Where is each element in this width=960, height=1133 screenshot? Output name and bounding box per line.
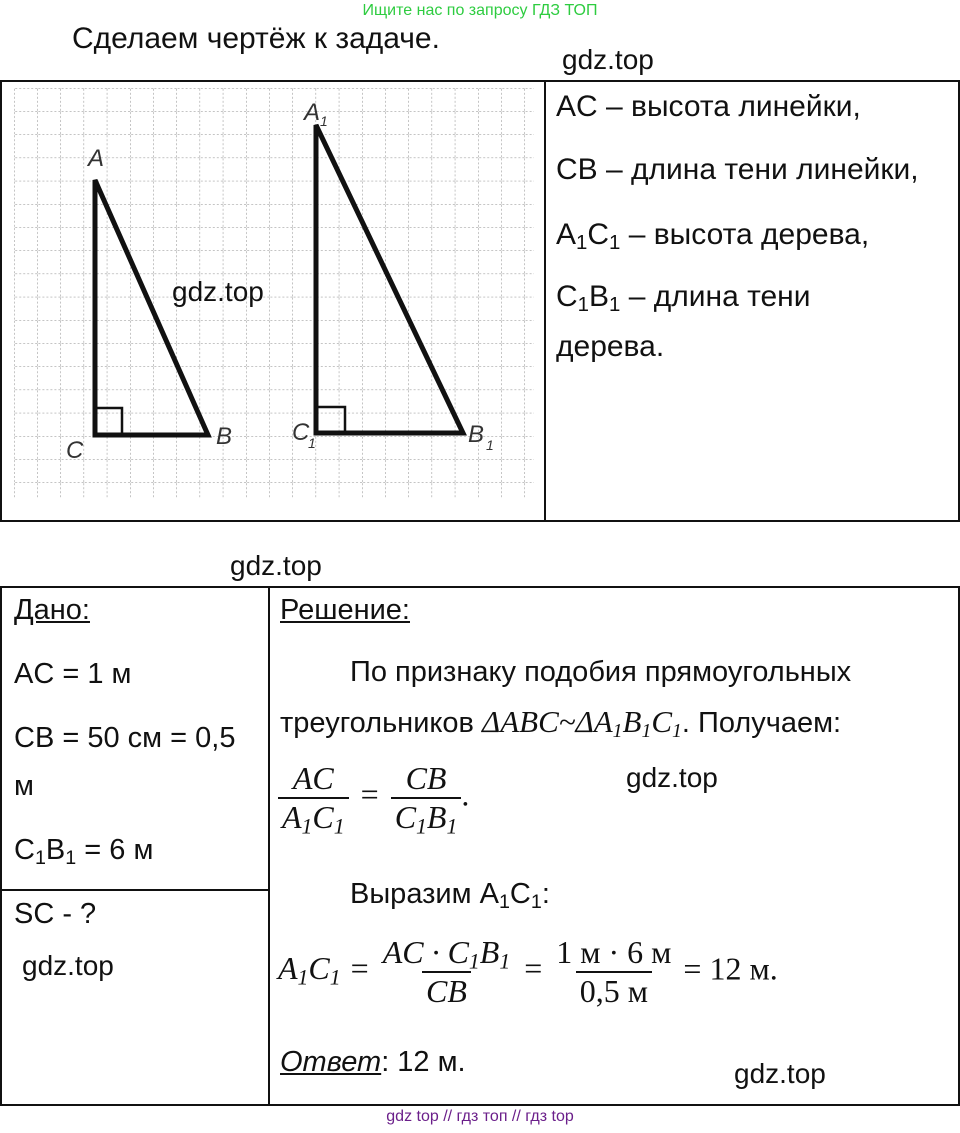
definition-a1c1: $A_1C_1$ – высота дерева, (556, 218, 870, 255)
label-b1: B (468, 421, 485, 448)
answer-line: Ответ: 12 м. (280, 1046, 466, 1078)
given-ac: AC = 1 м (14, 658, 132, 690)
label-a1: A (304, 99, 321, 126)
definition-cb: CB – длина тени линейки, (556, 153, 919, 186)
given-divider (268, 586, 270, 1106)
label-b1-sub: 1 (486, 437, 494, 453)
watermark: gdz.top (626, 762, 718, 793)
watermark: gdz.top (230, 550, 322, 581)
given-c1b1: $C_1B_1 = 6$ м (14, 834, 154, 869)
watermark: gdz.top (172, 276, 264, 307)
triangle-drawing (2, 82, 544, 520)
watermark: gdz.top (734, 1058, 826, 1089)
given-find-divider (0, 889, 270, 891)
figure-divider (544, 80, 546, 522)
given-cb-unit: м (14, 770, 34, 802)
given-cb: CB = 50 см = 0,5 (14, 722, 236, 754)
ratio-formula: $\frac{AC}{A_1C_1}$ = $\frac{CB}{C_1B_1}$ . (278, 760, 469, 836)
label-c1-sub: 1 (308, 435, 316, 451)
label-b: B (216, 423, 233, 450)
find-question: SC - ? (14, 898, 97, 930)
label-a: A (88, 145, 105, 172)
footer-links[interactable]: gdz top // гдз топ // гдз top (386, 1108, 574, 1125)
express-line: Выразим $A_1C_1$: (350, 878, 550, 913)
solution-title: Решение: (280, 594, 410, 626)
definition-c1b1: $C_1B_1$ – длина тени (556, 280, 811, 317)
label-c1: C (292, 419, 310, 446)
definition-c1b1-cont: дерева. (556, 330, 665, 363)
label-c: C (66, 437, 84, 464)
top-banner[interactable]: Ищите нас по запросу ГДЗ ТОП (362, 2, 598, 19)
watermark: gdz.top (562, 44, 654, 75)
given-title: Дано: (14, 594, 90, 626)
definition-ac: AC – высота линейки, (556, 90, 861, 123)
calculation-formula: $A_1C_1$ = $\frac{AC \cdot C_1B_1}{CB}$ = $\frac{1 м \cdot 6 м}{0,5 м}$ = 12 м. (278, 934, 778, 1009)
solution-line-1: По признаку подобия прямоугольных (350, 656, 852, 688)
page-heading: Сделаем чертёж к задаче. (72, 22, 440, 55)
label-a1-sub: 1 (320, 113, 328, 129)
watermark: gdz.top (22, 950, 114, 981)
solution-line-2: треугольников $\Delta ABC\sim\Delta A_1B_1C_1$. Получаем: (280, 704, 842, 742)
